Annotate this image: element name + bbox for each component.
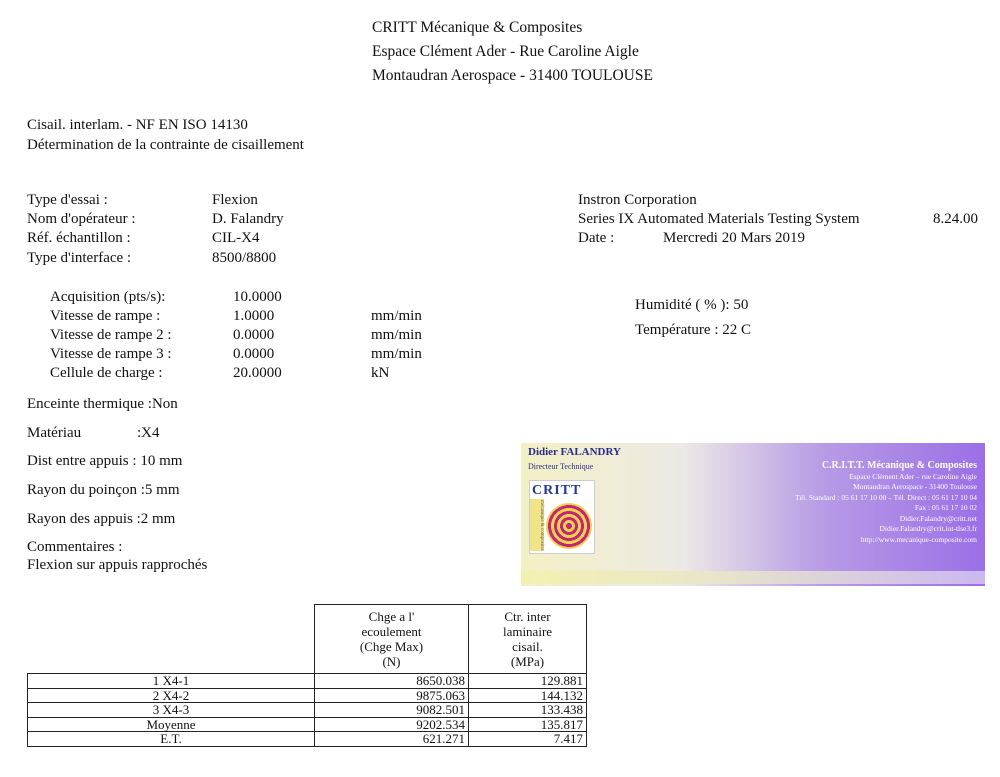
card-line: Tél. Standard : 05 61 17 10 00 – Tél. Direct : 05 61 17 10 04 bbox=[795, 492, 977, 502]
stress-cell: 129.881 bbox=[469, 674, 587, 689]
date-label: Date : bbox=[578, 230, 615, 246]
table-row bbox=[28, 717, 587, 732]
lab-header bbox=[372, 16, 653, 88]
param-unit: mm/min bbox=[371, 308, 422, 324]
machine-system: Series IX Automated Materials Testing System bbox=[578, 211, 860, 227]
param-label: Vitesse de rampe 3 : bbox=[50, 346, 172, 362]
stress-cell: 135.817 bbox=[469, 717, 587, 732]
param-value: 20.0000 bbox=[233, 365, 282, 381]
param-value: 0.0000 bbox=[233, 346, 275, 362]
card-line: Didier.Falandry@crit.iut-tlse3.fr bbox=[879, 524, 977, 533]
lab-name: CRITT Mécanique & Composites bbox=[372, 19, 583, 36]
param-value: 0.0000 bbox=[233, 327, 275, 343]
stress-cell: 144.132 bbox=[469, 688, 587, 703]
dist-appuis: Dist entre appuis : 10 mm bbox=[27, 453, 183, 469]
card-line: http://www.mecanique-composite.com bbox=[860, 534, 977, 544]
sample-cell: Moyenne bbox=[28, 717, 315, 732]
header-line: (N) bbox=[382, 654, 401, 669]
sample-cell: 1 X4-1 bbox=[28, 674, 315, 689]
type-essai-label: Type d'essai : bbox=[27, 192, 108, 208]
header-line: ecoulement bbox=[361, 624, 422, 639]
param-label: Vitesse de rampe : bbox=[50, 308, 161, 324]
sample-cell: 3 X4-3 bbox=[28, 703, 315, 718]
load-cell: 9082.501 bbox=[315, 703, 469, 718]
machine-version: 8.24.00 bbox=[933, 211, 978, 227]
card-company: C.R.I.T.T. Mécanique & Composites bbox=[821, 460, 977, 471]
operateur-label: Nom d'opérateur : bbox=[27, 211, 136, 227]
interface-label: Type d'interface : bbox=[27, 250, 132, 266]
table-header-row bbox=[28, 605, 587, 674]
table-row bbox=[28, 732, 587, 747]
card-name: Didier FALANDRY bbox=[528, 446, 622, 458]
table-row bbox=[28, 674, 587, 689]
card-bottom-bar bbox=[521, 571, 985, 584]
param-label: Acquisition (pts/s): bbox=[50, 289, 166, 305]
machine-maker: Instron Corporation bbox=[578, 192, 697, 208]
param-label: Vitesse de rampe 2 : bbox=[50, 327, 172, 343]
enceinte-thermique: Enceinte thermique :Non bbox=[27, 396, 178, 412]
ref-label: Réf. échantillon : bbox=[27, 230, 131, 246]
critt-logo bbox=[529, 480, 595, 554]
standard-title: Cisail. interlam. - NF EN ISO 14130 bbox=[27, 117, 248, 133]
card-role: Directeur Technique bbox=[528, 462, 594, 471]
sample-cell: 2 X4-2 bbox=[28, 688, 315, 703]
load-cell: 9875.063 bbox=[315, 688, 469, 703]
determination-title: Détermination de la contrainte de cisaillement bbox=[27, 137, 304, 153]
param-unit: mm/min bbox=[371, 327, 422, 343]
header-line: Ctr. inter bbox=[504, 609, 551, 624]
materiau-label: Matériau bbox=[27, 425, 82, 441]
header-line: (Chge Max) bbox=[359, 639, 424, 654]
table-row bbox=[28, 703, 587, 718]
load-cell: 9202.534 bbox=[315, 717, 469, 732]
card-line: Didier.Falandry@critt.net bbox=[899, 513, 977, 523]
rayon-poincon: Rayon du poinçon :5 mm bbox=[27, 482, 180, 498]
spiral-icon bbox=[546, 503, 592, 549]
table-row bbox=[28, 688, 587, 703]
stress-cell: 133.438 bbox=[469, 703, 587, 718]
humidity: Humidité ( % ): 50 bbox=[635, 297, 749, 313]
header-line: cisail. bbox=[512, 639, 543, 654]
header-line: laminaire bbox=[502, 624, 553, 639]
header-line: (MPa) bbox=[510, 654, 545, 669]
load-cell: 8650.038 bbox=[315, 674, 469, 689]
param-label: Cellule de charge : bbox=[50, 365, 163, 381]
results-table bbox=[27, 604, 587, 747]
table-header-stress bbox=[469, 605, 587, 674]
param-unit: mm/min bbox=[371, 346, 422, 362]
business-card bbox=[521, 443, 985, 586]
param-value: 1.0000 bbox=[233, 308, 275, 324]
commentaires-value: Flexion sur appuis rapprochés bbox=[27, 557, 208, 573]
ref-value: CIL-X4 bbox=[212, 230, 260, 246]
commentaires-label: Commentaires : bbox=[27, 539, 123, 555]
table-header-load bbox=[315, 605, 469, 674]
materiau-value: :X4 bbox=[137, 425, 160, 441]
card-line: Montaudran Aerospace - 31400 Toulouse bbox=[853, 482, 977, 491]
lab-address-line1: Espace Clément Ader - Rue Caroline Aigle bbox=[372, 43, 639, 60]
logo-text: CRITT bbox=[532, 483, 582, 498]
card-contact bbox=[795, 461, 977, 545]
type-essai-value: Flexion bbox=[212, 192, 258, 208]
stress-cell: 7.417 bbox=[469, 732, 587, 747]
card-line: Fax : 05 61 17 10 02 bbox=[914, 503, 977, 512]
date-value: Mercredi 20 Mars 2019 bbox=[663, 230, 806, 246]
lab-address-line2: Montaudran Aerospace - 31400 TOULOUSE bbox=[372, 67, 653, 84]
logo-side-text: mécanique & composites bbox=[530, 499, 544, 551]
operateur-value: D. Falandry bbox=[212, 211, 284, 227]
param-unit: kN bbox=[371, 365, 390, 381]
temperature: Température : 22 C bbox=[635, 322, 751, 338]
header-line: Chge a l' bbox=[368, 609, 415, 624]
interface-value: 8500/8800 bbox=[212, 250, 277, 266]
load-cell: 621.271 bbox=[315, 732, 469, 747]
table-header-blank bbox=[28, 605, 315, 674]
rayon-appuis: Rayon des appuis :2 mm bbox=[27, 511, 176, 527]
param-value: 10.0000 bbox=[233, 289, 282, 305]
sample-cell: E.T. bbox=[28, 732, 315, 747]
report-title bbox=[27, 115, 304, 155]
card-line: Espace Clément Ader – rue Caroline Aigle bbox=[849, 471, 977, 481]
